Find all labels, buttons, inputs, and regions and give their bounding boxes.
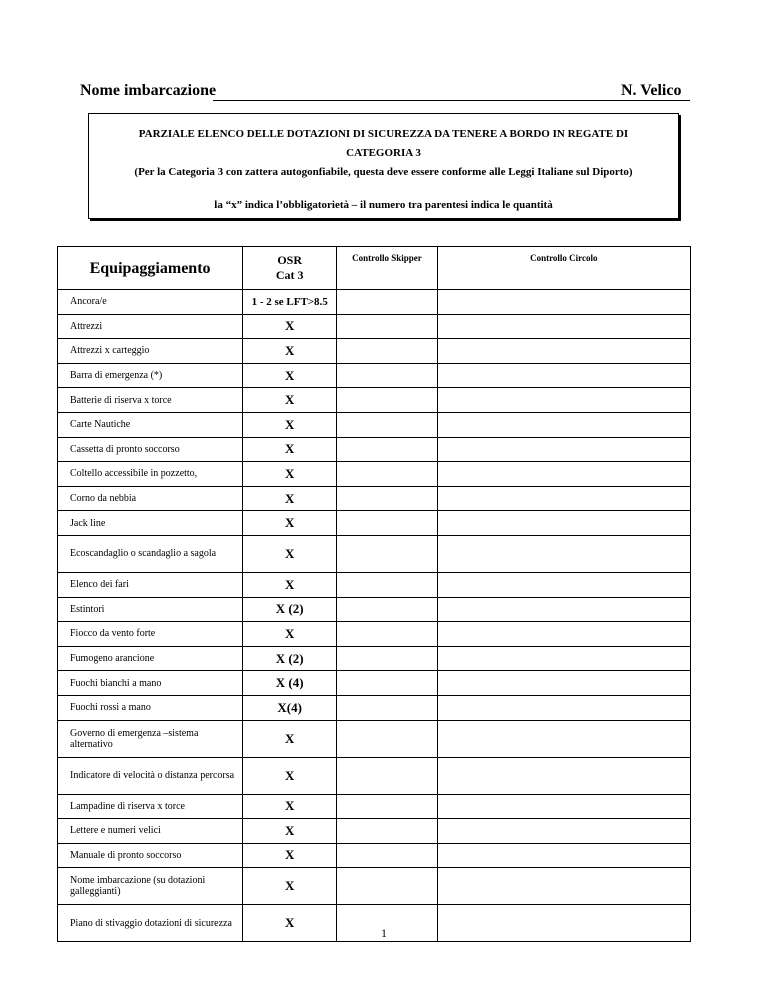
notice-legend: la “x” indica l’obbligatorietà – il numero tra parentesi indica le quantità <box>214 199 553 211</box>
osr-requirement: X (2) <box>243 597 337 622</box>
equipment-item: Jack line <box>58 511 243 536</box>
equipment-item: Ancora/e <box>58 290 243 315</box>
skipper-check-cell[interactable] <box>337 757 437 794</box>
club-check-cell[interactable] <box>437 339 690 364</box>
osr-requirement: X <box>243 412 337 437</box>
skipper-check-cell[interactable] <box>337 339 437 364</box>
table-row <box>58 462 691 487</box>
club-check-cell[interactable] <box>437 671 690 696</box>
skipper-check-cell[interactable] <box>337 695 437 720</box>
table-row <box>58 511 691 536</box>
col-osr: OSR Cat 3 <box>243 247 337 290</box>
equipment-item: Lampadine di riserva x torce <box>58 794 243 819</box>
equipment-item: Estintori <box>58 597 243 622</box>
col-club: Controllo Circolo <box>437 247 690 290</box>
table-row <box>58 486 691 511</box>
equipment-item: Lettere e numeri velici <box>58 819 243 844</box>
notice-note: (Per la Categoria 3 con zattera autogonfiabile, questa deve essere conforme alle Leggi Italiane sul Diporto) <box>134 166 633 178</box>
skipper-check-cell[interactable] <box>337 622 437 647</box>
table-row <box>58 819 691 844</box>
club-check-cell[interactable] <box>437 819 690 844</box>
table-row <box>58 388 691 413</box>
equipment-item: Corno da nebbia <box>58 486 243 511</box>
page-number: 1 <box>381 926 387 940</box>
equipment-item: Carte Nautiche <box>58 412 243 437</box>
skipper-check-cell[interactable] <box>337 671 437 696</box>
club-check-cell[interactable] <box>437 794 690 819</box>
skipper-check-cell[interactable] <box>337 290 437 315</box>
osr-requirement: X <box>243 486 337 511</box>
osr-requirement: X <box>243 437 337 462</box>
osr-requirement: X <box>243 622 337 647</box>
equipment-item: Attrezzi <box>58 314 243 339</box>
table-row <box>58 794 691 819</box>
equipment-item: Ecoscandaglio o scandaglio a sagola <box>58 535 243 572</box>
skipper-check-cell[interactable] <box>337 462 437 487</box>
table-row <box>58 868 691 905</box>
club-check-cell[interactable] <box>437 486 690 511</box>
club-check-cell[interactable] <box>437 572 690 597</box>
table-row <box>58 290 691 315</box>
table-row <box>58 597 691 622</box>
osr-requirement: X <box>243 363 337 388</box>
osr-requirement: X <box>243 720 337 757</box>
osr-requirement: X <box>243 462 337 487</box>
osr-requirement: 1 - 2 se LFT>8.5 <box>243 290 337 315</box>
club-check-cell[interactable] <box>437 290 690 315</box>
osr-requirement: X <box>243 757 337 794</box>
club-check-cell[interactable] <box>437 597 690 622</box>
club-check-cell[interactable] <box>437 462 690 487</box>
osr-requirement: X <box>243 572 337 597</box>
boat-name-label: Nome imbarcazione <box>80 82 217 99</box>
equipment-item: Piano di stivaggio dotazioni di sicurezza <box>58 905 243 942</box>
header-fields <box>80 82 690 104</box>
osr-requirement: X (2) <box>243 646 337 671</box>
equipment-item: Cassetta di pronto soccorso <box>58 437 243 462</box>
osr-requirement: X <box>243 339 337 364</box>
table-row <box>58 437 691 462</box>
skipper-check-cell[interactable] <box>337 363 437 388</box>
notice-title: PARZIALE ELENCO DELLE DOTAZIONI DI SICUREZZA DA TENERE A BORDO IN REGATE DI CATEGORIA 3 <box>138 128 629 159</box>
skipper-check-cell[interactable] <box>337 412 437 437</box>
club-check-cell[interactable] <box>437 535 690 572</box>
sail-number-field-placeholder <box>605 100 690 101</box>
equipment-item: Indicatore di velocità o distanza percorsa <box>58 757 243 794</box>
osr-requirement: X <box>243 511 337 536</box>
skipper-check-cell[interactable] <box>337 486 437 511</box>
equipment-item: Elenco dei fari <box>58 572 243 597</box>
club-check-cell[interactable] <box>437 437 690 462</box>
boat-name-field[interactable] <box>213 100 621 101</box>
table-row <box>58 720 691 757</box>
club-check-cell[interactable] <box>437 695 690 720</box>
osr-requirement: X <box>243 868 337 905</box>
table-row <box>58 363 691 388</box>
skipper-check-cell[interactable] <box>337 843 437 868</box>
table-row <box>58 339 691 364</box>
osr-requirement: X <box>243 388 337 413</box>
club-check-cell[interactable] <box>437 843 690 868</box>
col-equipment: Equipaggiamento <box>58 247 243 290</box>
equipment-item: Attrezzi x carteggio <box>58 339 243 364</box>
equipment-item: Governo di emergenza –sistema alternativo <box>58 720 243 757</box>
club-check-cell[interactable] <box>437 511 690 536</box>
skipper-check-cell[interactable] <box>337 597 437 622</box>
equipment-item: Fuochi bianchi a mano <box>58 671 243 696</box>
skipper-check-cell[interactable] <box>337 511 437 536</box>
skipper-check-cell[interactable] <box>337 572 437 597</box>
osr-requirement: X <box>243 843 337 868</box>
table-row <box>58 314 691 339</box>
notice-category: CATEGORIA 3 <box>346 147 421 159</box>
equipment-item: Coltello accessibile in pozzetto, <box>58 462 243 487</box>
skipper-check-cell[interactable] <box>337 437 437 462</box>
club-check-cell[interactable] <box>437 868 690 905</box>
osr-requirement: X(4) <box>243 695 337 720</box>
skipper-check-cell[interactable] <box>337 819 437 844</box>
skipper-check-cell[interactable] <box>337 535 437 572</box>
club-check-cell[interactable] <box>437 646 690 671</box>
skipper-check-cell[interactable] <box>337 388 437 413</box>
club-check-cell[interactable] <box>437 363 690 388</box>
table-row <box>58 757 691 794</box>
osr-requirement: X <box>243 819 337 844</box>
osr-requirement: X (4) <box>243 671 337 696</box>
skipper-check-cell[interactable] <box>337 314 437 339</box>
club-check-cell[interactable] <box>437 757 690 794</box>
notice-box <box>88 113 679 219</box>
osr-requirement: X <box>243 535 337 572</box>
equipment-item: Manuale di pronto soccorso <box>58 843 243 868</box>
club-check-cell[interactable] <box>437 720 690 757</box>
table-row <box>58 572 691 597</box>
equipment-table <box>57 246 691 942</box>
table-row <box>58 695 691 720</box>
club-check-cell[interactable] <box>437 622 690 647</box>
skipper-check-cell[interactable] <box>337 868 437 905</box>
table-row <box>58 412 691 437</box>
skipper-check-cell[interactable] <box>337 794 437 819</box>
osr-requirement: X <box>243 794 337 819</box>
club-check-cell[interactable] <box>437 388 690 413</box>
osr-requirement: X <box>243 905 337 942</box>
equipment-item: Batterie di riserva x torce <box>58 388 243 413</box>
table-row <box>58 646 691 671</box>
table-row <box>58 535 691 572</box>
skipper-check-cell[interactable] <box>337 646 437 671</box>
col-skipper: Controllo Skipper <box>337 247 437 290</box>
club-check-cell[interactable] <box>437 412 690 437</box>
table-row <box>58 622 691 647</box>
equipment-item: Fumogeno arancione <box>58 646 243 671</box>
equipment-item: Nome imbarcazione (su dotazioni galleggianti) <box>58 868 243 905</box>
equipment-item: Barra di emergenza (*) <box>58 363 243 388</box>
sail-number-label: N. Velico <box>621 82 682 99</box>
table-row <box>58 843 691 868</box>
osr-requirement: X <box>243 314 337 339</box>
skipper-check-cell[interactable] <box>337 720 437 757</box>
equipment-item: Fuochi rossi a mano <box>58 695 243 720</box>
equipment-item: Fiocco da vento forte <box>58 622 243 647</box>
club-check-cell[interactable] <box>437 314 690 339</box>
table-row <box>58 671 691 696</box>
